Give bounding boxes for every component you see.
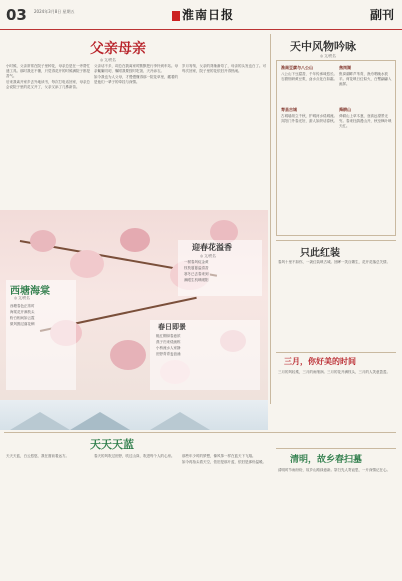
- sub-heading: 寿县古城: [281, 107, 297, 112]
- right-mid-title: 只此红装: [300, 248, 340, 259]
- paragraph: 岁月匆匆，父亲的背渐渐弯了，母亲的头发也白了。可每次回家，院子里的花依旧开得热闹。: [182, 64, 266, 73]
- poem-line: 微风拂过落花稠: [10, 322, 35, 326]
- mountain-shape: [10, 412, 70, 430]
- paragraph: 清明时节雨纷纷，故乡山路绿意新。祭扫先人寄哀思，一片深情记在心。: [278, 468, 390, 472]
- section-divider: [276, 240, 396, 241]
- sub-text: 古城墙垣立千秋，护城河水绕城流。宾阳门外春光好，游人如织话春秋。: [281, 114, 337, 123]
- section-divider: [276, 352, 396, 353]
- poem-line: 枝枝蔓蔓溢清香: [184, 266, 209, 270]
- cherry-blossom-illustration: [0, 210, 268, 400]
- sub-text: 舜耕山上草木葱，登高远望景无穷。春来杜鹃漫山开，秋至枫叶映天红。: [339, 114, 392, 128]
- poem-1-author: ◎ 文/佚名: [200, 254, 216, 258]
- blossom-shape: [120, 228, 150, 252]
- paragraph: 小时候，父亲常常在院子里种花，母亲总是在一旁帮忙递工具。那时我还不懂，只觉得花开的时候满院子都是香气。: [6, 64, 90, 78]
- sub-heading: 焦岗湖: [339, 65, 351, 70]
- paragraph: 天天天蓝，白云悠悠，我在窗前看远方。: [6, 454, 69, 458]
- masthead: [0, 0, 402, 30]
- page-number: 03: [6, 6, 27, 24]
- sub-text: 焦岗湖畔芦苇青，渔舟唱晚水波平。荷花映日红似火，白鹭翩翩入画屏。: [339, 72, 392, 86]
- poem-line: 粉白相间如云霞: [10, 316, 35, 320]
- bottom-col-3: [182, 454, 266, 576]
- blossom-shape: [70, 250, 104, 278]
- paragraph: 春风十里不如你，一袭红装映古城。回眸一笑百媚生，花开花落总关情。: [278, 260, 390, 264]
- bottom-col-1: [6, 454, 90, 576]
- poem-line: 田野青青麦浪涌: [156, 352, 181, 356]
- main-col-2: [94, 64, 178, 204]
- right-low-title: 三月，你好美的时间: [284, 356, 356, 366]
- blossom-shape: [110, 340, 146, 370]
- main-title: 父亲母亲: [90, 41, 146, 57]
- section-name: 副刊: [369, 8, 394, 22]
- paragraph: 三月的风轻柔，三月的雨细润。三月的花开满枝头，三月的人笑意盈盈。: [278, 370, 390, 374]
- logo-text: 淮南日报: [182, 8, 235, 22]
- poem-1-box: [178, 240, 262, 296]
- poem-3-box: [150, 320, 260, 390]
- newspaper-logo: [172, 6, 234, 23]
- poem-line: 小桥流水人家静: [156, 346, 181, 350]
- blossom-shape: [30, 230, 56, 252]
- poem-1-title: 迎春花溢香: [192, 242, 232, 252]
- sub-heading: 淮南豆腐与八公山: [281, 65, 313, 70]
- paragraph: 春天的风吹过田野，吹过山岗，吹进每个人的心房。: [94, 454, 175, 458]
- main-col-3: [182, 64, 266, 204]
- sub-text: 八公山下豆腐香，千年传承味悠长。石磨细研黄豆浆，卤水点化白如霜。: [281, 72, 337, 81]
- poem-line: 燕子归来绕画栋: [156, 340, 181, 344]
- issue-date: 2024年3月8日 星期五: [34, 9, 75, 14]
- right-low-text: [278, 370, 394, 450]
- bottom-title: 天天天蓝: [90, 438, 134, 451]
- landscape-illustration: [0, 400, 268, 430]
- mountain-shape: [150, 412, 210, 430]
- poem-line: 桃红柳绿春意浓: [156, 334, 181, 338]
- paragraph: 父亲话不多，却总在我离家时默默把行李拎到车站。母亲絮絮叨叨，嘱咐我要按时吃饭、天冷添衣。: [94, 64, 178, 73]
- bottom-col-2: [94, 454, 178, 576]
- poem-3-title: 春日即景: [158, 322, 186, 331]
- column-divider: [270, 34, 271, 404]
- main-col-1: [6, 64, 90, 204]
- poem-line: 海棠花开满枝头: [10, 310, 35, 314]
- main-byline: ◎ 文/佚名: [100, 58, 116, 62]
- poem-2-author: ◎ 文/佚名: [14, 296, 30, 300]
- poem-2-box: [6, 280, 76, 390]
- section-divider: [4, 432, 396, 433]
- paragraph: 后来我离开家乡去外地读书，每次打电话回家，母亲总会说院子里的花又开了，父亲又添了几株新苗。: [6, 80, 90, 89]
- poem-line: 一树春风绽金黄: [184, 260, 209, 264]
- paragraph: 如今再抬头看天空，依旧是那片蓝，依旧是那份温暖。: [182, 460, 266, 464]
- poem-line: 满眼生机映暖阳: [184, 278, 209, 282]
- poem-line: 寒冬已去春来到: [184, 272, 209, 276]
- section-divider: [276, 448, 396, 449]
- right-title: 天中风物吟咏: [290, 40, 356, 53]
- paragraph: 如今我也为人父母，才慢慢懂得那一院花草里，藏着的是他们一辈子的牵挂与深情。: [94, 75, 178, 84]
- poem-2-title: 西塘海棠: [10, 286, 50, 297]
- seal-icon: [172, 11, 180, 21]
- paragraph: 那些年少时的梦想，像风筝一样在蓝天下飞翔。: [182, 454, 256, 458]
- last-text: [278, 468, 394, 576]
- sub-heading: 舜耕山: [339, 107, 351, 112]
- right-mid-text: [278, 260, 394, 350]
- right-byline: ◎ 文/佚名: [320, 54, 336, 58]
- mountain-shape: [70, 412, 130, 430]
- poem-line: 西塘春色正浓时: [10, 304, 35, 308]
- last-title: 清明，故乡春扫墓: [290, 455, 363, 465]
- right-sidebox: [276, 60, 396, 236]
